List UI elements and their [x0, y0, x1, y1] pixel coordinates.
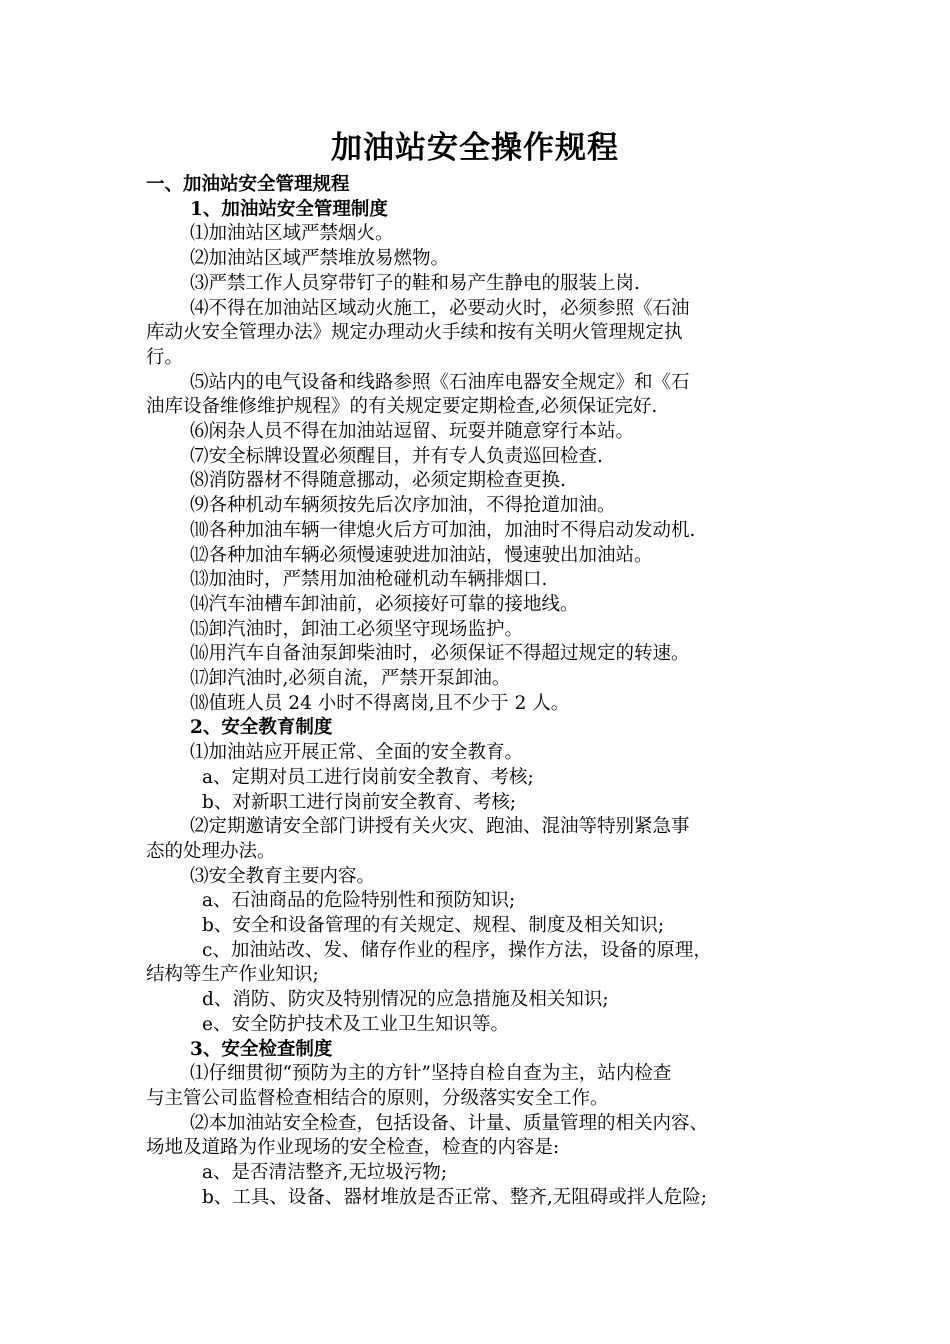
text-line: ⒂卸汽油时，卸油工必须坚守现场监护。 [190, 619, 524, 640]
text-line: ⑴仔细贯彻“预防为主的方针”坚持自检自查为主，站内检查 [190, 1063, 672, 1084]
text-line: b、工具、设备、器材堆放是否正常、整齐,无阻碍或拌人危险; [202, 1187, 707, 1208]
text-line: 场地及道路为作业现场的安全检查，检查的内容是: [146, 1137, 560, 1158]
text-line: ⑸站内的电气设备和线路参照《石油库电器安全规定》和《石 [190, 372, 690, 393]
text-line: ⑹闲杂人员不得在加油站逗留、玩耍并随意穿行本站。 [190, 421, 635, 442]
text-line: ⑵加油站区域严禁堆放易燃物。 [190, 248, 450, 269]
text-line: 行。 [146, 347, 184, 368]
text-line: ⒁汽车油槽车卸油前，必须接好可靠的接地线。 [190, 594, 579, 615]
text-line: ⑺安全标牌设置必须醒目，并有专人负责巡回检查. [190, 446, 603, 467]
text-line: e、安全防护技术及工业卫生知识等。 [202, 1014, 509, 1035]
text-line: ⑴加油站区域严禁烟火。 [190, 223, 394, 244]
text-line: 库动火安全管理办法》规定办理动火手续和按有关明火管理规定执 [146, 322, 683, 343]
text-line: ⒄卸汽油时,必须自流，严禁开泵卸油。 [190, 668, 511, 689]
section-heading: 3、安全检查制度 [190, 1039, 333, 1060]
section-heading: 2、安全教育制度 [190, 717, 333, 738]
text-line: ⑵本加油站安全检查，包括设备、计量、质量管理的相关内容、 [190, 1113, 709, 1134]
text-line: ⑼各种机动车辆须按先后次序加油，不得抢道加油。 [190, 495, 616, 516]
section-heading: 1、加油站安全管理制度 [190, 199, 388, 220]
text-line: b、安全和设备管理的有关规定、规程、制度及相关知识; [202, 915, 665, 936]
text-line: 结构等生产作业知识; [146, 964, 319, 985]
text-line: a、是否清洁整齐,无垃圾污物; [202, 1162, 448, 1183]
text-line: ⒃用汽车自备油泵卸柴油时，必须保证不得超过规定的转速。 [190, 643, 690, 664]
page-title: 加油站安全操作规程 [331, 130, 619, 166]
text-line: c、加油站改、发、储存作业的程序，操作方法，设备的原理， [202, 940, 712, 961]
section-heading: 一、加油站安全管理规程 [146, 174, 350, 195]
text-line: b、对新职工进行岗前安全教育、考核; [202, 792, 517, 813]
text-line: a、石油商品的危险特别性和预防知识; [202, 890, 516, 911]
text-line: ⑿各种加油车辆必须慢速驶进加油站，慢速驶出加油站。 [190, 545, 653, 566]
text-line: 油库设备维修维护规程》的有关规定要定期检查,必须保证完好. [146, 396, 658, 417]
text-line: ⑽各种加油车辆一律熄火后方可加油，加油时不得启动发动机. [190, 520, 696, 541]
text-line: ⑶安全教育主要内容。 [190, 866, 376, 887]
text-line: a、定期对员工进行岗前安全教育、考核; [202, 767, 534, 788]
text-line: ⑴加油站应开展正常、全面的安全教育。 [190, 742, 524, 763]
text-line: ⒀加油时，严禁用加油枪碰机动车辆排烟口. [190, 569, 548, 590]
text-line: ⒅值班人员 24 小时不得离岗,且不少于 2 人。 [190, 693, 570, 714]
text-line: ⑵定期邀请安全部门讲授有关火灾、跑油、混油等特别紧急事 [190, 816, 690, 837]
text-line: d、消防、防灾及特别情况的应急措施及相关知识; [202, 989, 609, 1010]
text-line: ⑶严禁工作人员穿带钉子的鞋和易产生静电的服装上岗. [190, 273, 640, 294]
text-line: 态的处理办法。 [146, 841, 276, 862]
text-line: 与主管公司监督检查相结合的原则，分级落实安全工作。 [146, 1088, 609, 1109]
text-line: ⑻消防器材不得随意挪动，必须定期检查更换. [190, 470, 566, 491]
text-line: ⑷不得在加油站区域动火施工，必要动火时，必须参照《石油 [190, 298, 690, 319]
